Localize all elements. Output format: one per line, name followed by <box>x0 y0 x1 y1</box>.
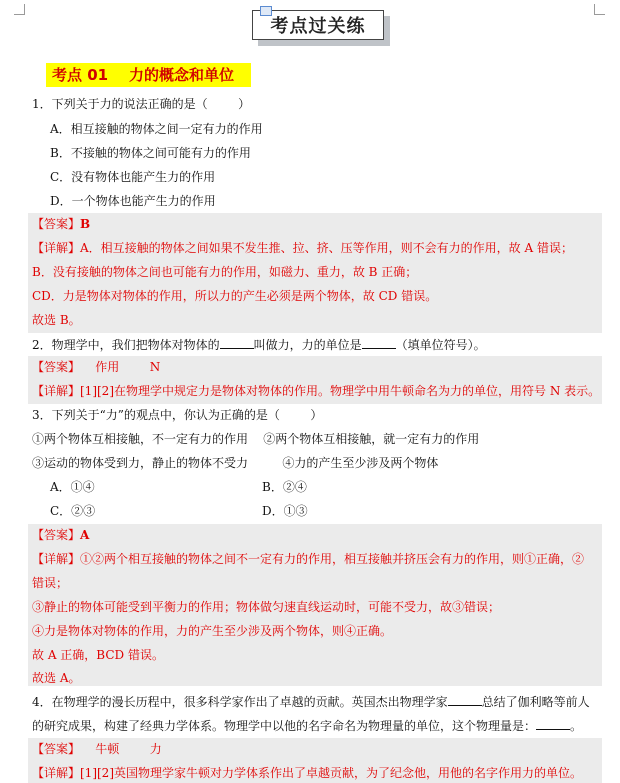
q3-detail-3: ③静止的物体可能受到平衡力的作用；物体做匀速直线运动时，可能不受力，故③错误； <box>32 600 501 614</box>
q3-stem: 3．下列关于“力”的观点中，你认为正确的是（ ） <box>32 408 323 422</box>
q3-statement-1: ①两个物体互相接触，不一定有力的作用 ②两个物体互相接触，就一定有力的作用 <box>32 432 480 446</box>
q3-answer-value: A <box>80 528 90 542</box>
q3-answer-label: 【答案】 <box>32 528 81 542</box>
q2-blank-1 <box>220 337 254 349</box>
q4-answer <box>32 741 162 757</box>
q3-option-c: C．②③ <box>50 504 96 518</box>
section-title: 考点 01 力的概念和单位 <box>46 63 251 87</box>
q1-option-c: C．没有物体也能产生力的作用 <box>50 170 216 184</box>
q4-blank-2 <box>536 718 570 730</box>
q1-answer-value: B <box>80 217 91 231</box>
q4-detail-1: 【详解】[1][2]英国物理学家牛顿对力学体系作出了卓越贡献，为了纪念他，用他的名字作用力的单位。 <box>32 766 582 780</box>
q1-detail-1: 【详解】A．相互接触的物体之间如果不发生推、拉、挤、压等作用，则不会有力的作用，故 A 错误； <box>32 241 573 255</box>
q2-stem-part-b: 叫做力，力的单位是 <box>253 338 362 352</box>
q3-detail-2: 错误； <box>32 576 69 590</box>
q3-option-a: A．①④ <box>50 480 95 494</box>
q1-detail-4: 故选 B。 <box>32 313 81 327</box>
q4-stem-part-a: 4．在物理学的漫长历程中，很多科学家作出了卓越的贡献。英国杰出物理学家 <box>32 695 448 709</box>
q4-answer-label: 【答案】 <box>32 742 81 756</box>
q2-blank-2 <box>362 337 396 349</box>
q3-detail-5: 故 A 正确，BCD 错误。 <box>32 648 164 662</box>
q1-option-d: D．一个物体也能产生力的作用 <box>50 194 216 208</box>
q2-stem-part-a: 2．物理学中，我们把物体对物体的 <box>32 338 220 352</box>
q4-stem-part-b: 总结了伽利略等前人 <box>481 695 590 709</box>
q1-option-b: B．不接触的物体之间可能有力的作用 <box>50 146 251 160</box>
banner-tab-icon <box>260 6 272 16</box>
q4-blank-1 <box>448 694 482 706</box>
q2-answer-value: 作用 N <box>80 360 161 374</box>
q2-stem <box>32 337 486 353</box>
q4-stem-line-2 <box>32 718 582 734</box>
q1-answer-label: 【答案】 <box>32 217 81 231</box>
q4-answer-value: 牛顿 力 <box>80 742 162 756</box>
corner-mark-right <box>594 4 605 15</box>
banner-title: 考点过关练 <box>252 10 384 40</box>
corner-mark-left <box>14 4 25 15</box>
q4-stem-line-1 <box>32 694 590 710</box>
q1-answer <box>32 216 90 232</box>
q3-statement-2: ③运动的物体受到力，静止的物体不受力 ④力的产生至少涉及两个物体 <box>32 456 439 470</box>
q3-detail-6: 故选 A。 <box>32 671 81 685</box>
q1-detail-2: B．没有接触的物体之间也可能有力的作用，如磁力、重力，故 B 正确； <box>32 265 418 279</box>
q4-stem-part-c: 的研究成果，构建了经典力学体系。物理学中以他的名字命名为物理量的单位，这个物理量是： <box>32 719 537 733</box>
q2-answer-label: 【答案】 <box>32 360 81 374</box>
q3-detail-4: ④力是物体对物体的作用，力的产生至少涉及两个物体，则④正确。 <box>32 624 393 638</box>
q1-option-a: A．相互接触的物体之间一定有力的作用 <box>50 122 263 136</box>
q3-option-b: B．②④ <box>262 480 307 494</box>
q2-answer <box>32 359 160 375</box>
q3-answer <box>32 527 89 543</box>
q3-option-d: D．①③ <box>262 504 308 518</box>
q2-stem-part-c: （填单位符号）。 <box>395 338 486 352</box>
q3-detail-1: 【详解】①②两个相互接触的物体之间不一定有力的作用，相互接触并挤压会有力的作用，则①正确，② <box>32 552 585 566</box>
q1-stem: 1．下列关于力的说法正确的是（ ） <box>32 97 251 111</box>
q4-stem-part-d: 。 <box>570 719 583 733</box>
q1-detail-3: CD．力是物体对物体的作用，所以力的产生必须是两个物体，故 CD 错误。 <box>32 289 438 303</box>
banner <box>252 10 390 46</box>
q2-detail-1: 【详解】[1][2]在物理学中规定力是物体对物体的作用。物理学中用牛顿命名为力的单位，用符号 N 表示。 <box>32 384 601 398</box>
